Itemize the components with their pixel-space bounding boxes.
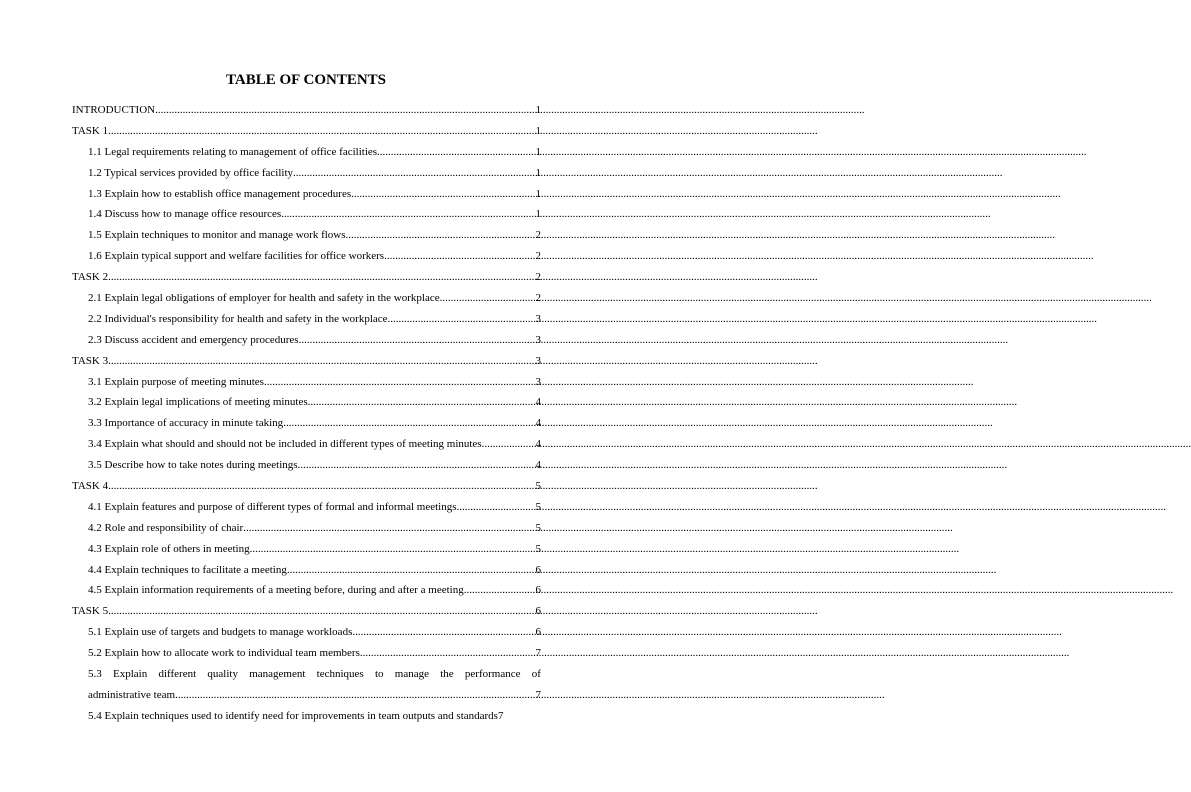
toc-entry-word: Explain	[113, 668, 148, 681]
toc-page-number: 3	[535, 312, 541, 325]
toc-entry-text: TASK 1	[72, 124, 109, 137]
toc-entry[interactable]	[72, 560, 541, 581]
toc-entry-word: techniques	[316, 668, 364, 681]
toc-entry-5-3-first-line	[88, 664, 541, 685]
toc-page-number: 6	[535, 626, 541, 639]
toc-entry[interactable]	[72, 476, 541, 497]
toc-page-number: 7	[497, 709, 504, 722]
dot-leader	[457, 497, 536, 518]
toc-entry-text: 4.1 Explain features and purpose of different types of formal and informal meetings	[88, 500, 457, 513]
dot-leader	[108, 267, 535, 288]
toc-entry[interactable]	[72, 455, 541, 476]
toc-entry-text: 5.4 Explain techniques used to identify need for improvements in team outputs and standards	[88, 709, 498, 722]
toc-entry-text: TASK 2	[72, 271, 109, 284]
toc-entry[interactable]	[72, 622, 541, 643]
toc-entry[interactable]	[72, 142, 541, 163]
toc-entry-5-4[interactable]	[72, 706, 541, 727]
toc-page-number: 3	[535, 354, 541, 367]
toc-page-number: 6	[535, 563, 541, 576]
dot-leader	[108, 476, 535, 497]
dot-leader	[384, 246, 535, 267]
toc-page-number: 5	[535, 500, 541, 513]
toc-entry[interactable]	[72, 204, 541, 225]
toc-entry-5-3[interactable]	[72, 664, 541, 706]
dot-leader	[351, 184, 535, 205]
toc-entry-text: 3.3 Importance of accuracy in minute taking	[88, 417, 284, 430]
toc-page-number: 4	[535, 396, 541, 409]
dot-leader	[464, 580, 536, 601]
toc-title: TABLE OF CONTENTS	[225, 72, 387, 88]
toc-entry[interactable]	[72, 351, 541, 372]
dot-leader	[298, 455, 536, 476]
toc-page-number: 2	[535, 292, 541, 305]
toc-entry-text: INTRODUCTION	[72, 104, 156, 116]
toc-page-number: 7	[535, 647, 541, 660]
toc-entry-text: 1.4 Discuss how to manage office resources	[88, 208, 282, 221]
toc-entry-text: 1.3 Explain how to establish office management procedures	[88, 187, 352, 200]
toc-entry-word: to	[374, 668, 384, 681]
toc-entry[interactable]	[72, 309, 541, 330]
toc-entries	[72, 100, 541, 664]
toc-entry[interactable]	[72, 413, 541, 434]
toc-page-number: 2	[535, 250, 541, 263]
toc-page-number: 5	[535, 480, 541, 493]
toc-page-number: 7	[535, 688, 541, 701]
dot-leader	[482, 434, 536, 455]
toc-entry-text: 2.3 Discuss accident and emergency procedures	[88, 333, 299, 346]
toc-entry-text: TASK 3	[72, 354, 109, 367]
toc-entry-text: 1.5 Explain techniques to monitor and manage work flows	[88, 229, 346, 242]
toc-page-number: 5	[535, 542, 541, 555]
dot-leader	[299, 330, 536, 351]
toc-page-number: 1	[535, 166, 541, 179]
toc-entry-text: 4.4 Explain techniques to facilitate a meeting	[88, 563, 287, 576]
toc-entry-text: 1.2 Typical services provided by office facility	[88, 166, 294, 179]
dot-leader	[281, 204, 535, 225]
toc-entry-word: of	[531, 668, 541, 681]
toc-entry[interactable]	[72, 100, 541, 121]
dot-leader	[308, 392, 536, 413]
toc-entry[interactable]	[72, 580, 541, 601]
toc-entry-word: quality	[207, 668, 238, 681]
toc-entry[interactable]	[72, 643, 541, 664]
dot-leader	[250, 539, 536, 560]
toc-page-number: 3	[535, 333, 541, 346]
toc-entry[interactable]	[72, 246, 541, 267]
toc-entry-word: management	[249, 668, 306, 681]
toc-entry-text: 1.1 Legal requirements relating to management of office facilities	[88, 145, 378, 158]
toc-entry-word: different	[158, 668, 197, 681]
dot-leader	[155, 100, 535, 121]
toc-entry[interactable]	[72, 539, 541, 560]
toc-page-number: 2	[535, 271, 541, 284]
toc-entry[interactable]	[72, 163, 541, 184]
dot-leader	[287, 560, 536, 581]
toc-entry[interactable]	[72, 392, 541, 413]
toc-entry-word: performance	[464, 668, 521, 681]
toc-entry[interactable]	[72, 601, 541, 622]
toc-entry-text: 4.5 Explain information requirements of a meeting before, during and after a meeting	[88, 584, 464, 597]
toc-entry[interactable]	[72, 267, 541, 288]
table-of-contents	[72, 100, 541, 727]
toc-page-number: 4	[535, 438, 541, 451]
toc-entry-word: manage	[394, 668, 429, 681]
dot-leader	[108, 121, 535, 142]
toc-entry[interactable]	[72, 330, 541, 351]
toc-entry-text: TASK 5	[72, 605, 109, 618]
toc-page-number: 4	[535, 417, 541, 430]
toc-entry[interactable]	[72, 518, 541, 539]
dot-leader	[346, 225, 536, 246]
toc-entry[interactable]	[72, 121, 541, 142]
toc-page-number: 3	[535, 375, 541, 388]
toc-entry-word: the	[440, 668, 454, 681]
toc-entry-text: 5.2 Explain how to allocate work to individual team members	[88, 647, 360, 660]
dot-leader	[377, 142, 535, 163]
dot-leader	[108, 351, 535, 372]
dot-leader	[243, 518, 535, 539]
dot-leader	[388, 309, 536, 330]
toc-page-number: 2	[535, 229, 541, 242]
toc-page-number: 1	[535, 187, 541, 200]
toc-entry-text: 2.1 Explain legal obligations of employer for health and safety in the workplace.	[88, 292, 443, 305]
toc-entry[interactable]	[72, 184, 541, 205]
toc-entry-text: 5.1 Explain use of targets and budgets to manage workloads	[88, 626, 353, 639]
toc-entry[interactable]	[72, 225, 541, 246]
toc-page-number: 6	[535, 605, 541, 618]
toc-entry-5-3-second-line	[88, 685, 541, 706]
toc-entry-text: 4.2 Role and responsibility of chair	[88, 521, 244, 534]
toc-entry-text: TASK 4	[72, 480, 109, 493]
toc-entry[interactable]	[72, 372, 541, 393]
toc-entry-word: 5.3	[88, 668, 102, 681]
toc-entry-text: 3.4 Explain what should and should not be included in different types of meeting minutes	[88, 438, 482, 451]
toc-entry-text: 3.1 Explain purpose of meeting minutes	[88, 375, 264, 388]
toc-entry-text: administrative team	[88, 688, 176, 701]
dot-leader	[360, 643, 536, 664]
toc-entry-text: 4.3 Explain role of others in meeting	[88, 542, 250, 555]
toc-entry-text: 2.2 Individual's responsibility for health and safety in the workplace	[88, 312, 388, 325]
dot-leader	[283, 413, 535, 434]
dot-leader	[293, 163, 535, 184]
dot-leader	[352, 622, 535, 643]
toc-entry-text: 3.5 Describe how to take notes during meetings	[88, 459, 298, 472]
toc-page-number: 1	[535, 104, 541, 116]
toc-entry[interactable]	[72, 434, 541, 455]
dot-leader	[442, 288, 535, 309]
toc-entry-text: 3.2 Explain legal implications of meeting minutes	[88, 396, 308, 409]
toc-entry[interactable]	[72, 288, 541, 309]
toc-page-number: 1	[535, 208, 541, 221]
toc-page-number: 1	[535, 124, 541, 137]
toc-page-number: 5	[535, 521, 541, 534]
toc-page-number: 1	[535, 145, 541, 158]
toc-entry[interactable]	[72, 497, 541, 518]
dot-leader	[264, 372, 536, 393]
toc-page-number: 6	[535, 584, 541, 597]
toc-entry-text: 1.6 Explain typical support and welfare facilities for office workers	[88, 250, 385, 263]
dot-leader	[108, 601, 535, 622]
toc-page-number: 4	[535, 459, 541, 472]
dot-leader	[175, 685, 535, 706]
